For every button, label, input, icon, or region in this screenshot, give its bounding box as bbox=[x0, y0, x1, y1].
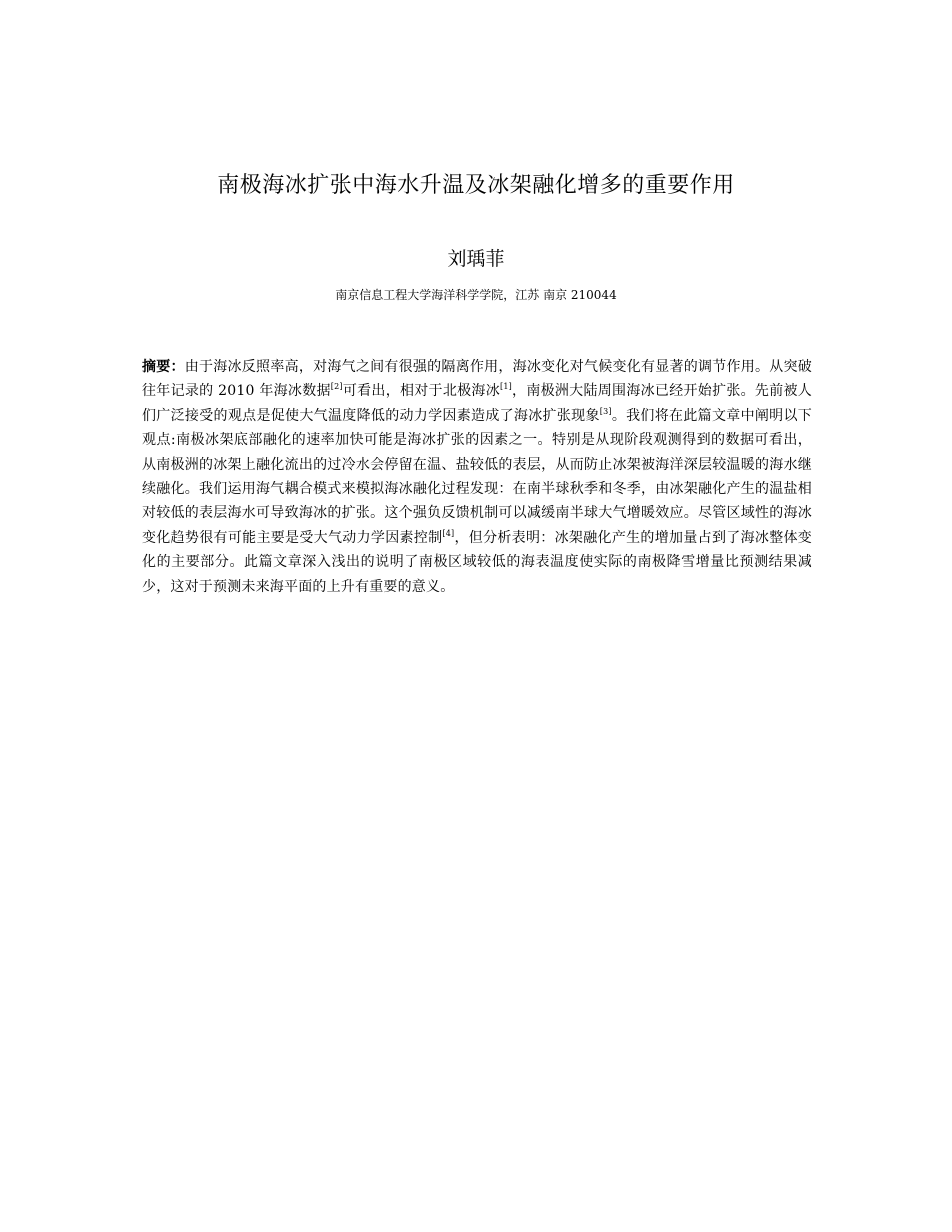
abstract-label: 摘要： bbox=[142, 359, 185, 375]
citation-2[interactable]: [2] bbox=[330, 382, 343, 392]
citation-3[interactable]: [3] bbox=[599, 406, 612, 416]
citation-4[interactable]: [4] bbox=[442, 528, 455, 538]
paper-title: 南极海冰扩张中海水升温及冰架融化增多的重要作用 bbox=[217, 173, 735, 198]
abstract-text-1: 由于海冰反照率高，对海气之间有很强的隔离作用，海冰变化对气候变化有显著的调节作用。从突破往年记录的 2010 年海冰数据 bbox=[142, 359, 812, 400]
abstract-text-3: ，南极洲大陆周围海冰已经开始扩张。先前被人们广泛接受的观点是促使大气温度降低的动力学因素造成了海冰扩张现象 bbox=[142, 383, 812, 424]
abstract-text-4: 。我们将在此篇文章中阐明以下观点:南极冰架底部融化的速率加快可能是海冰扩张的因素之一。特别是从现阶段观测得到的数据可看出，从南极洲的冰架上融化流出的过冷水会停留在温、盐较低的表层，从而防止冰架被海洋深层较温暖的海水继续融化。我们运用海气耦合模式来模拟海冰融化过程发现：在南半球秋季和冬季，由冰架融化产生的温盐相对较低的表层海水可导致海冰的扩张。这个强负反馈机制可以减缓南半球大气增暖效应。尽管区域性的海冰变化趋势很有可能主要是受大气动力学因素控制 bbox=[142, 407, 812, 546]
abstract bbox=[142, 355, 812, 599]
author-affiliation: 南京信息工程大学海洋科学学院，江苏 南京 210044 bbox=[335, 288, 617, 302]
abstract-text-2: 可看出，相对于北极海冰 bbox=[342, 383, 500, 400]
abstract-text-5: ，但分析表明：冰架融化产生的增加量占到了海冰整体变化的主要部分。此篇文章深入浅出的说明了南极区域较低的海表温度使实际的南极降雪增量比预测结果减少，这对于预测未来海平面的上升有重要的意义。 bbox=[142, 529, 812, 595]
citation-1[interactable]: [1] bbox=[500, 382, 512, 392]
author-name: 刘瑀菲 bbox=[447, 248, 505, 270]
